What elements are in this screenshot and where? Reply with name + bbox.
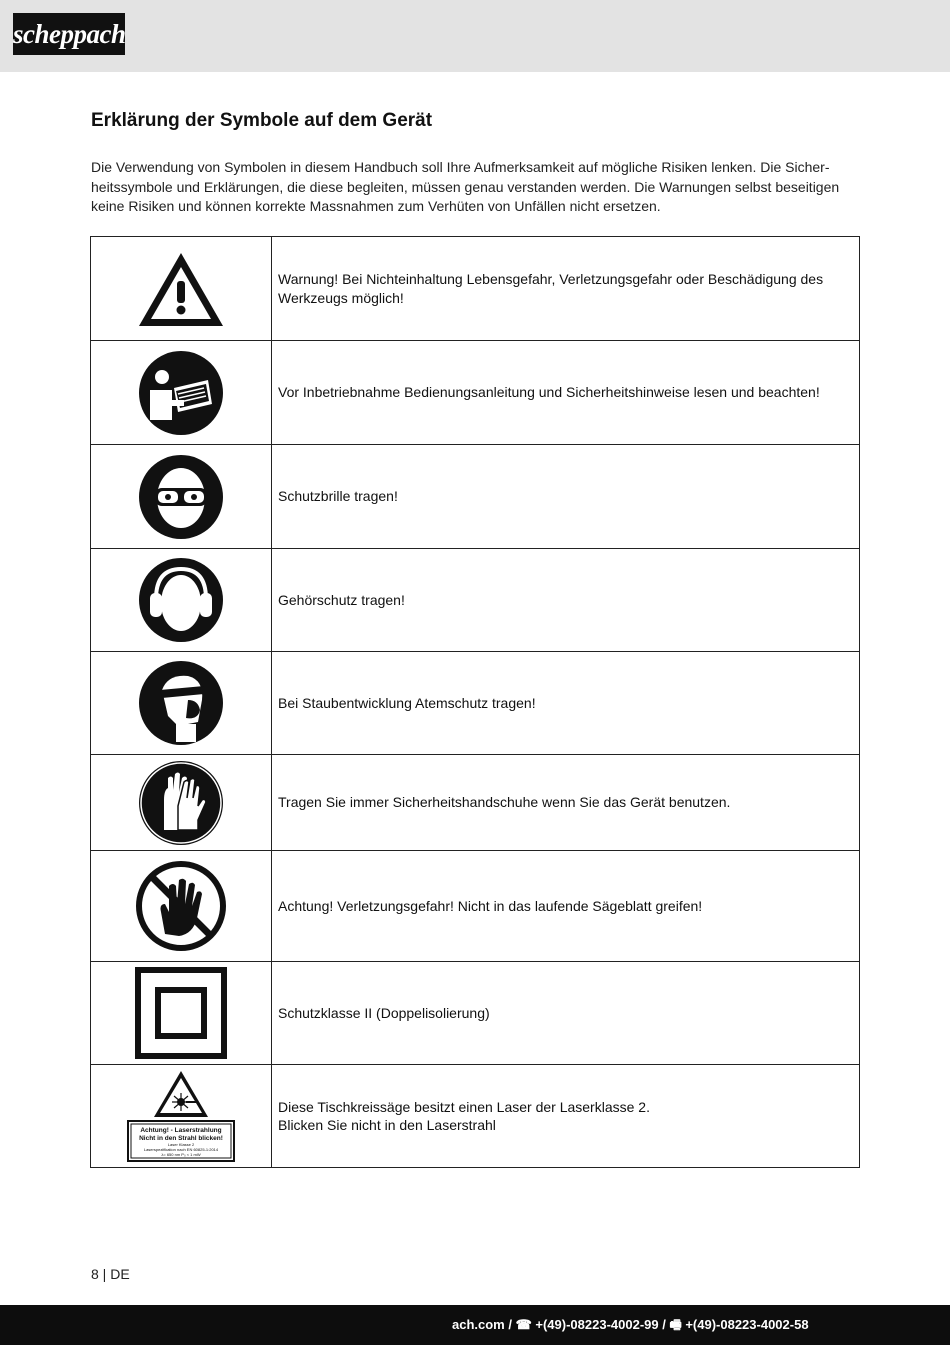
symbols-table [90, 236, 860, 1168]
warning-triangle-icon [136, 249, 226, 329]
symbol-cell [91, 237, 272, 341]
laser-label-line-5: λ= 650 nm P₀ < 1 mW [161, 1152, 201, 1157]
symbol-cell [91, 851, 272, 962]
table-row [91, 1065, 860, 1168]
laser-label-line-2: Nicht in den Strahl blicken! [139, 1135, 223, 1142]
symbol-cell [91, 962, 272, 1065]
page-number: 8 | DE [91, 1266, 130, 1282]
table-row [91, 962, 860, 1065]
read-manual-icon [138, 350, 224, 436]
table-row [91, 445, 860, 549]
symbol-description: Warnung! Bei Nichteinhaltung Lebensgefahr, Verletzungsgefahr oder Beschädigung des Werkzeugs möglich! [272, 237, 860, 341]
laser-label-line-3: Laser Klasse 2 [167, 1142, 195, 1147]
symbol-description: Schutzklasse II (Doppelisolierung) [272, 962, 860, 1065]
symbol-description: Schutzbrille tragen! [272, 445, 860, 549]
symbol-cell [91, 445, 272, 549]
laser-warning-icon [126, 1069, 236, 1163]
ear-protection-icon [138, 557, 224, 643]
table-row [91, 755, 860, 851]
table-row [91, 237, 860, 341]
header-band [0, 0, 950, 72]
table-row [91, 851, 860, 962]
footer-contact-line: ach.com / ☎ +(49)-08223-4002-99 / 🖷 +(49)-08223-4002-58 [452, 1317, 809, 1332]
symbol-description: Gehörschutz tragen! [272, 549, 860, 652]
safety-goggles-icon [138, 454, 224, 540]
laser-label-line-4: Laserspezifikation nach EN 60825-1:2014 [143, 1147, 219, 1152]
symbol-cell [91, 1065, 272, 1168]
no-hands-icon [135, 860, 227, 952]
symbol-description [272, 1065, 860, 1168]
symbol-description: Vor Inbetriebnahme Bedienungsanleitung und Sicherheitshinweise lesen und beachten! [272, 341, 860, 445]
table-row [91, 549, 860, 652]
respirator-icon [138, 660, 224, 746]
page-title: Erklärung der Symbole auf dem Gerät [91, 110, 433, 131]
symbol-cell [91, 341, 272, 445]
symbol-cell [91, 652, 272, 755]
gloves-icon [138, 760, 224, 846]
laser-description-line-2: Blicken Sie nicht in den Laserstrahl [278, 1117, 496, 1133]
symbol-description: Tragen Sie immer Sicherheitshandschuhe wenn Sie das Gerät benutzen. [272, 755, 860, 851]
symbol-cell [91, 549, 272, 652]
double-insulation-icon [135, 967, 227, 1059]
symbol-description: Achtung! Verletzungsgefahr! Nicht in das laufende Sägeblatt greifen! [272, 851, 860, 962]
laser-label-line-1: Achtung! - Laserstrahlung [140, 1127, 222, 1134]
symbol-cell [91, 755, 272, 851]
table-row [91, 341, 860, 445]
table-row [91, 652, 860, 755]
scheppach-logo: scheppach [13, 13, 125, 55]
laser-description-line-1: Diese Tischkreissäge besitzt einen Laser der Laserklasse 2. [278, 1098, 650, 1115]
intro-paragraph: Die Verwendung von Symbolen in diesem Handbuch soll Ihre Aufmerksamkeit auf mögliche Risiken lenken. Die Sicher-heitssymbole und Erklärungen, die diese begleiten, müssen genau verstanden werden. Die Warnungen selbst beseitigen keine Risiken und können korrekte Massnahmen zum Verhüten von Unfällen nicht ersetzen. [91, 159, 840, 214]
symbol-description: Bei Staubentwicklung Atemschutz tragen! [272, 652, 860, 755]
